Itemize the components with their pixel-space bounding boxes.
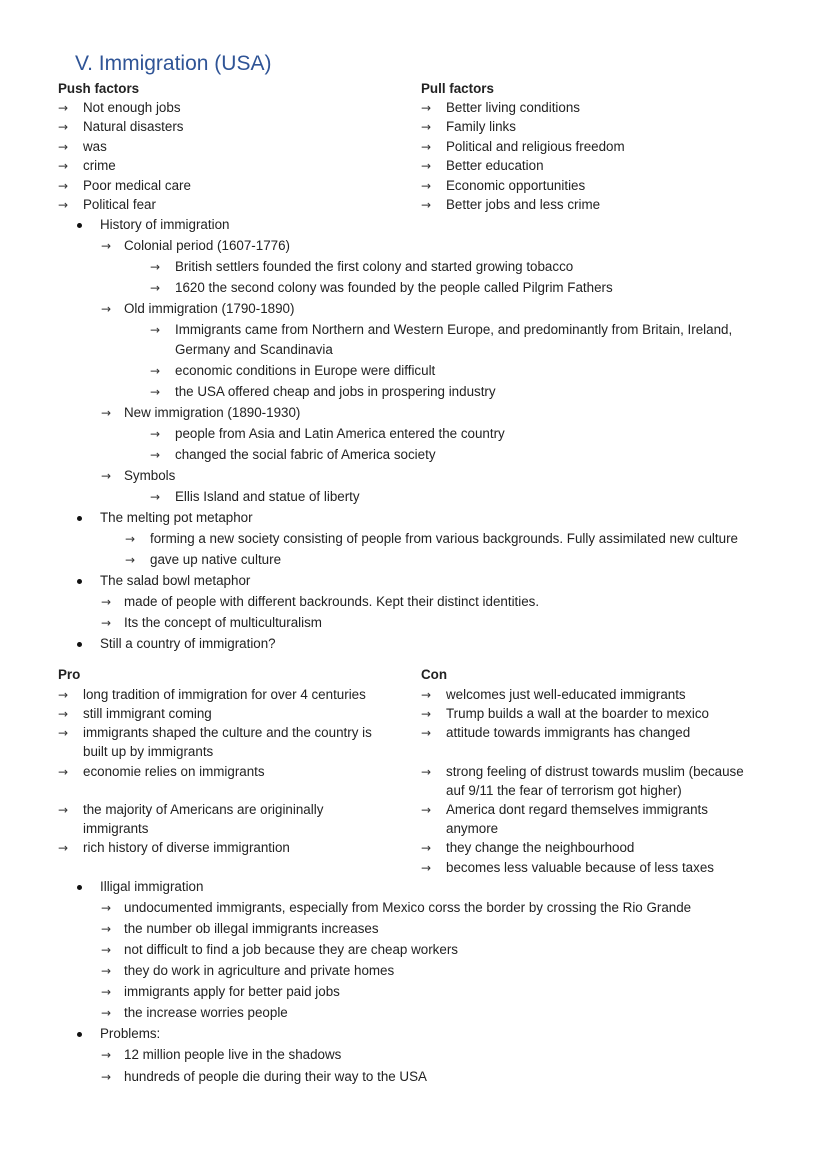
list-item: immigrants apply for better paid jobs <box>124 984 340 999</box>
list-item: America dont regard themselves immigrants <box>446 802 708 817</box>
problems-label: Problems: <box>100 1026 161 1041</box>
arrow-icon: → <box>101 964 112 978</box>
arrow-icon: → <box>58 179 69 193</box>
bullet-icon <box>77 223 82 228</box>
list-item: 12 million people live in the shadows <box>124 1047 342 1062</box>
list-item: Better living conditions <box>446 100 580 115</box>
old-label: Old immigration (1790-1890) <box>124 301 295 316</box>
list-item: gave up native culture <box>150 552 282 567</box>
arrow-icon: → <box>150 364 161 378</box>
push-heading: Push factors <box>58 81 140 96</box>
arrow-icon: → <box>101 239 112 253</box>
arrow-icon: → <box>421 140 432 154</box>
arrow-icon: → <box>421 841 432 855</box>
arrow-icon: → <box>421 803 432 817</box>
list-item: Family links <box>446 119 516 134</box>
arrow-icon: → <box>101 943 112 957</box>
arrow-icon: → <box>58 198 69 212</box>
still-label: Still a country of immigration? <box>100 636 276 651</box>
list-item-continuation: Germany and Scandinavia <box>175 342 333 357</box>
arrow-icon: → <box>421 159 432 173</box>
list-item: Trump builds a wall at the boarder to mexico <box>446 706 709 721</box>
list-item: economie relies on immigrants <box>83 764 265 779</box>
list-item: becomes less valuable because of less taxes <box>446 860 714 875</box>
arrow-icon: → <box>101 1006 112 1020</box>
list-item: long tradition of immigration for over 4 centuries <box>83 687 366 702</box>
arrow-icon: → <box>101 302 112 316</box>
arrow-icon: → <box>125 553 136 567</box>
arrow-icon: → <box>421 765 432 779</box>
pro-heading: Pro <box>58 667 81 682</box>
list-item: forming a new society consisting of people from various backgrounds. Fully assimilated new culture <box>150 531 738 546</box>
list-item: crime <box>83 158 116 173</box>
list-item: Political fear <box>83 197 156 212</box>
arrow-icon: → <box>421 688 432 702</box>
arrow-icon: → <box>150 490 161 504</box>
list-item: people from Asia and Latin America entered the country <box>175 426 505 441</box>
arrow-icon: → <box>421 120 432 134</box>
arrow-icon: → <box>150 260 161 274</box>
arrow-icon: → <box>58 120 69 134</box>
bullet-icon <box>77 1032 82 1037</box>
list-item: Better education <box>446 158 544 173</box>
salad-label: The salad bowl metaphor <box>100 573 251 588</box>
con-heading: Con <box>421 667 448 682</box>
arrow-icon: → <box>58 688 69 702</box>
arrow-icon: → <box>421 707 432 721</box>
list-item: Immigrants came from Northern and Western Europe, and predominantly from Britain, Ireland, <box>175 322 733 337</box>
arrow-icon: → <box>150 385 161 399</box>
arrow-icon: → <box>58 803 69 817</box>
arrow-icon: → <box>101 985 112 999</box>
list-item: still immigrant coming <box>83 706 212 721</box>
bullet-icon <box>77 885 82 890</box>
arrow-icon: → <box>150 427 161 441</box>
list-item: they do work in agriculture and private homes <box>124 963 395 978</box>
page-title: V. Immigration (USA) <box>75 52 272 75</box>
bullet-icon <box>77 642 82 647</box>
melting-label: The melting pot metaphor <box>100 510 253 525</box>
history-label: History of immigration <box>100 217 230 232</box>
list-item: the USA offered cheap and jobs in prospering industry <box>175 384 496 399</box>
arrow-icon: → <box>58 707 69 721</box>
list-item: economic conditions in Europe were difficult <box>175 363 436 378</box>
list-item: attitude towards immigrants has changed <box>446 725 691 740</box>
arrow-icon: → <box>150 323 161 337</box>
arrow-icon: → <box>58 726 69 740</box>
arrow-icon: → <box>421 198 432 212</box>
new-label: New immigration (1890-1930) <box>124 405 301 420</box>
arrow-icon: → <box>150 448 161 462</box>
arrow-icon: → <box>150 281 161 295</box>
arrow-icon: → <box>58 765 69 779</box>
list-item: Economic opportunities <box>446 178 586 193</box>
list-item-continuation: built up by immigrants <box>83 744 214 759</box>
list-item-continuation: anymore <box>446 821 499 836</box>
list-item: the majority of Americans are origininally <box>83 802 324 817</box>
list-item: British settlers founded the first colony and started growing tobacco <box>175 259 574 274</box>
arrow-icon: → <box>101 901 112 915</box>
arrow-icon: → <box>58 101 69 115</box>
arrow-icon: → <box>58 841 69 855</box>
arrow-icon: → <box>101 406 112 420</box>
list-item: Poor medical care <box>83 178 191 193</box>
list-item: Not enough jobs <box>83 100 181 115</box>
list-item-continuation: auf 9/11 the fear of terrorism got higher) <box>446 783 682 798</box>
list-item: the increase worries people <box>124 1005 288 1020</box>
list-item: rich history of diverse immigrantion <box>83 840 290 855</box>
arrow-icon: → <box>101 1048 112 1062</box>
arrow-icon: → <box>421 179 432 193</box>
list-item: undocumented immigrants, especially from Mexico corss the border by crossing the Rio Grande <box>124 900 692 915</box>
symbols-label: Symbols <box>124 468 176 483</box>
list-item: Its the concept of multiculturalism <box>124 615 322 630</box>
arrow-icon: → <box>125 532 136 546</box>
list-item: Natural disasters <box>83 119 184 134</box>
list-item: not difficult to find a job because they are cheap workers <box>124 942 458 957</box>
list-item-continuation: immigrants <box>83 821 149 836</box>
list-item: strong feeling of distrust towards muslim (because <box>446 764 744 779</box>
arrow-icon: → <box>421 726 432 740</box>
list-item: welcomes just well-educated immigrants <box>446 687 686 702</box>
arrow-icon: → <box>101 922 112 936</box>
list-item: hundreds of people die during their way to the USA <box>124 1069 427 1084</box>
list-item: immigrants shaped the culture and the country is <box>83 725 372 740</box>
list-item: the number ob illegal immigrants increases <box>124 921 379 936</box>
illegal-label: Illigal immigration <box>100 879 204 894</box>
list-item: they change the neighbourhood <box>446 840 635 855</box>
list-item: was <box>83 139 107 154</box>
list-item: 1620 the second colony was founded by the people called Pilgrim Fathers <box>175 280 613 295</box>
arrow-icon: → <box>101 595 112 609</box>
list-item: made of people with different backrounds. Kept their distinct identities. <box>124 594 540 609</box>
arrow-icon: → <box>101 616 112 630</box>
arrow-icon: → <box>421 861 432 875</box>
arrow-icon: → <box>421 101 432 115</box>
arrow-icon: → <box>58 159 69 173</box>
list-item: Ellis Island and statue of liberty <box>175 489 360 504</box>
list-item: changed the social fabric of America society <box>175 447 436 462</box>
list-item: Political and religious freedom <box>446 139 625 154</box>
bullet-icon <box>77 579 82 584</box>
bullet-icon <box>77 516 82 521</box>
arrow-icon: → <box>101 1070 112 1084</box>
arrow-icon: → <box>101 469 112 483</box>
pull-heading: Pull factors <box>421 81 494 96</box>
list-item: Better jobs and less crime <box>446 197 601 212</box>
arrow-icon: → <box>58 140 69 154</box>
colonial-label: Colonial period (1607-1776) <box>124 238 291 253</box>
